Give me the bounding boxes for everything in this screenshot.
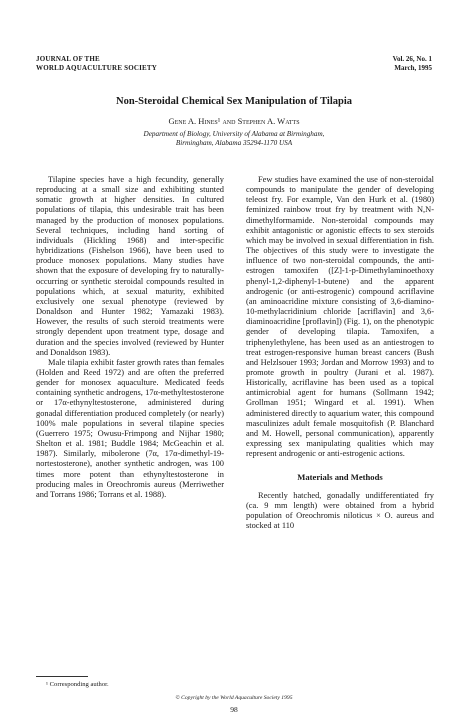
page-number: 98: [230, 705, 238, 714]
footnote-rule: [36, 676, 88, 677]
article-title: Non-Steroidal Chemical Sex Manipulation of Tilapia: [116, 96, 352, 107]
author-affiliation: [0, 130, 468, 148]
affiliation-line2: Birmingham, Alabama 35294-1170 USA: [175, 139, 293, 147]
right-column: [246, 175, 434, 531]
article-authors: Gene A. Hines¹ and Stephen A. Watts: [168, 116, 300, 126]
issue-date: March, 1995: [394, 63, 432, 72]
affiliation-line1: Department of Biology, University of Alabama at Birmingham,: [143, 130, 325, 138]
volume-number: Vol. 26, No. 1: [392, 55, 432, 63]
journal-name-line2: WORLD AQUACULTURE SOCIETY: [36, 63, 158, 72]
footnote: ¹ Corresponding author.: [46, 681, 109, 688]
copyright-line: © Copyright by the World Aquaculture Society 1995: [175, 695, 293, 701]
section-heading-methods: Materials and Methods: [297, 472, 383, 483]
volume-info: [393, 55, 432, 72]
intro-paragraph-2: Male tilapia exhibit faster growth rates than females (Holden and Reed 1972) and are often the preferred gender for monosex aquaculture. Medicated feeds containing synthetic androgens, 17α-methyltestosterone or 17α-ethynyltestosterone, administered during gonadal differentiation produced completely (or nearly) 100% male populations in several tilapine species (Guerrero 1975; Owusu-Frimpong and Nijhar 1980; Shelton et al. 1981; Buddle 1984; McGeachin et al. 1987). Similarly, mibolerone (7α, 17α-dimethyl-19-nortestosterone), another synthetic androgen, was 100 times more potent than ethynyltestosterone in producing males in Oreochromis aureus (Merriwether and Torrans 1986; Torrans et al. 1988).: [36, 357, 224, 499]
journal-name-line1: JOURNAL OF THE: [36, 55, 100, 63]
methods-paragraph-1: Recently hatched, gonadally undifferentiated fry (ca. 9 mm length) were obtained from a hybrid population of Oreochromis niloticus × O. aureus and stocked at 110: [246, 490, 434, 530]
intro-paragraph-3: Few studies have examined the use of non-steroidal compounds to manipulate the gender of developing teleost fry. For example, Van den Hurk et al. (1980) feminized rainbow trout fry by treatment with N,N-dimethylformamide. Non-steroidal compounds may exhibit antagonistic or agonistic effects to sex steroids which may be involved in sexual differentiation in fish. The objectives of this study were to investigate the influence of two non-steroidal compounds, the anti-estrogen tamoxifen ([Z]-1-p-Dimethylaminoethoxy phenyl-1,2-diphenyl-1-butene) and the apparent androgenic (or anti-estrogenic) compound acriflavine (an aminoacridine mixture consisting of 3,6-diamino-10-methylacridinium chloride [acriflavin] and 3,6-diaminoacridine [proflavin]) (Fig. 1), on the phenotypic gender of developing tilapia. Tamoxifen, a triphenylethylene, has been used as an antiestrogen to treat estrogen-responsive human breast cancers (Bush and Helzlsouer 1993; Jordan and Morrow 1993) and to promote growth in poultry (Jurani et al. 1987). Historically, acriflavine has been used as a topical antimicrobial agent for humans (Sollmann 1942; Grollman 1951; Wingard et al. 1991). When administered directly to aquarium water, this compound masculinizes adult female mosquitofish (P. Blanchard and M. Howell, personal communication), apparently expressing sex manipulating qualities which may represent androgenic or anti-estrogenic actions.: [246, 175, 434, 459]
journal-name: [36, 55, 157, 72]
left-column: [36, 175, 224, 500]
intro-paragraph-1: Tilapine species have a high fecundity, generally reproducing at a small size and exhibiting stunted somatic growth at higher densities. In cultured populations of tilapia, this undesirable trait has been managed by the production of monosex populations. Several techniques, including hand sorting of individuals (Hickling 1968) and inter-specific hybridizations (Fishelson 1966), have been used to produce monosex populations. Many studies have shown that the exposure of developing fry to naturally-occurring or synthetic steroidal compounds resulted in populations which, at sexual maturity, exhibited exclusively one sexual phenotype (reviewed by Donaldson and Hunter 1982; Yamazaki 1983). However, the results of such steroid treatments were strongly dependent upon treatment type, dosage and duration and the species involved (reviewed by Hunter and Donaldson 1983).: [36, 175, 224, 357]
